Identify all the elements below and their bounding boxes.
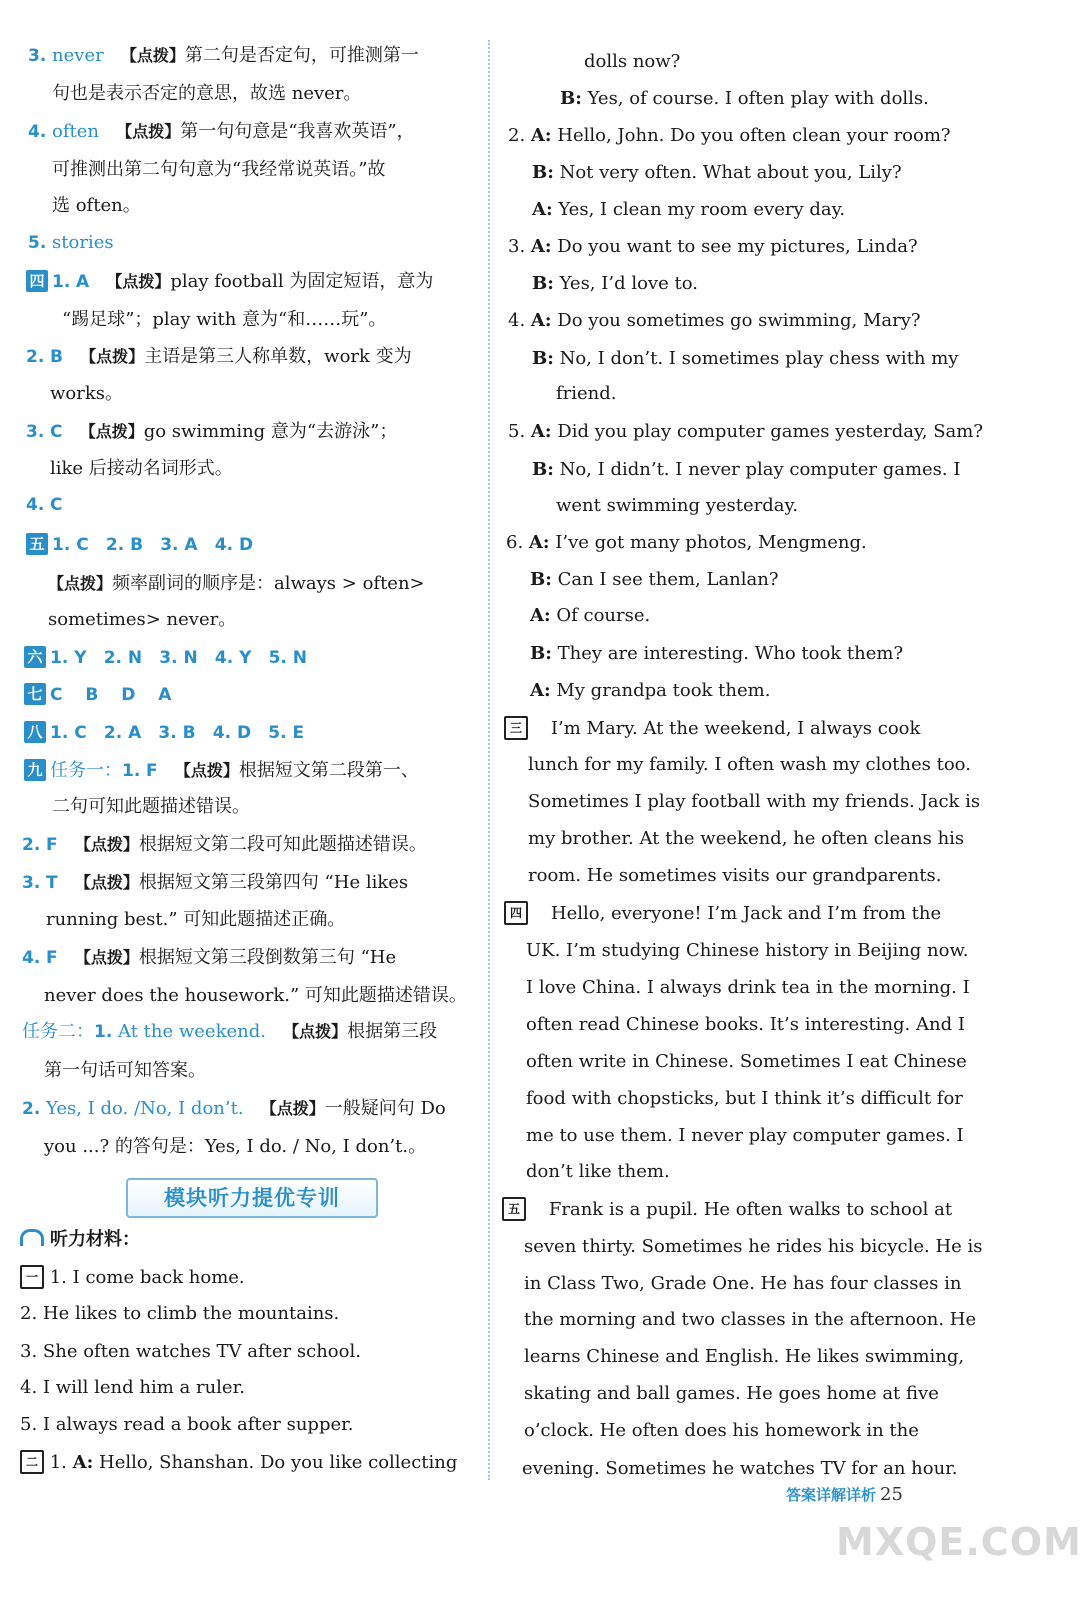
footer-label: 答案详解详析 xyxy=(786,1486,877,1504)
answer-line: 七 C B D A xyxy=(24,681,171,709)
script-line: 二 1. A: Hello, Shanshan. Do you like collecting xyxy=(20,1449,457,1477)
script-line: B: No, I didn’t. I never play computer games. I xyxy=(532,459,961,480)
answer-line: 九 任务一：1. F 【点拨】根据短文第二段第一、 xyxy=(24,757,419,785)
script-line: 5. I always read a book after supper. xyxy=(20,1414,354,1435)
answer-line: 八 1. C 2. A 3. B 4. D 5. E xyxy=(24,719,304,747)
answer-line: 2. F 【点拨】根据短文第二段可知此题描述错误。 xyxy=(22,834,427,855)
script-line: lunch for my family. I often wash my clothes too. xyxy=(528,754,971,775)
section-banner: 模块听力提优专训 xyxy=(126,1178,378,1218)
script-line: 6. A: I’ve got many photos, Mengmeng. xyxy=(506,532,867,553)
script-line: I love China. I always drink tea in the morning. I xyxy=(526,977,970,998)
script-line: B: Yes, of course. I often play with dolls. xyxy=(560,88,929,109)
script-line: o’clock. He often does his homework in the xyxy=(524,1420,919,1441)
section-box: 五 xyxy=(502,1197,526,1221)
script-line: 4. A: Do you sometimes go swimming, Mary? xyxy=(508,310,921,331)
answer-line: 5. stories xyxy=(28,232,114,253)
section-box: 一 xyxy=(20,1265,44,1289)
answer-line: 4. F 【点拨】根据短文第三段倒数第三句 “He xyxy=(22,947,397,968)
page-number: 25 xyxy=(880,1484,903,1505)
script-line: the morning and two classes in the afternoon. He xyxy=(524,1309,977,1330)
section-badge: 八 xyxy=(24,721,46,743)
script-line: 3. She often watches TV after school. xyxy=(20,1341,361,1362)
answer-line: 3. T 【点拨】根据短文第三段第四句 “He likes xyxy=(22,872,409,893)
script-line: B: Can I see them, Lanlan? xyxy=(530,569,779,590)
answer-line: 二句可知此题描述错误。 xyxy=(52,796,250,817)
script-line: 2. He likes to climb the mountains. xyxy=(20,1303,340,1324)
answer-line: 第一句话可知答案。 xyxy=(44,1060,206,1081)
answer-line: 选 often。 xyxy=(52,195,141,216)
watermark: MXQE.COM xyxy=(836,1520,1082,1564)
listening-heading: 听力材料： xyxy=(20,1226,140,1254)
answer-line: 四 1. A 【点拨】play football 为固定短语，意为 xyxy=(26,268,433,296)
script-line: B: Not very often. What about you, Lily? xyxy=(532,162,902,183)
section-badge: 六 xyxy=(24,646,46,668)
page-footer xyxy=(786,1484,903,1505)
answer-line: 任务二：1. At the weekend. 【点拨】根据第三段 xyxy=(22,1021,438,1042)
answer-line: 可推测出第二句句意为“我经常说英语。”故 xyxy=(52,159,386,180)
answer-line: you ...? 的答句是：Yes, I do. / No, I don’t.。 xyxy=(44,1136,427,1157)
section-box: 四 xyxy=(504,901,528,925)
script-line: A: Yes, I clean my room every day. xyxy=(532,199,846,220)
script-line: A: My grandpa took them. xyxy=(530,680,771,701)
script-line: food with chopsticks, but I think it’s difficult for xyxy=(526,1088,963,1109)
answer-line: “踢足球”；play with 意为“和……玩”。 xyxy=(62,309,387,330)
answer-line: 4. often 【点拨】第一句句意是“我喜欢英语”， xyxy=(28,121,415,142)
answer-line: 2. Yes, I do. /No, I don’t. 【点拨】一般疑问句 Do xyxy=(22,1098,446,1119)
section-badge: 五 xyxy=(26,533,48,555)
section-badge: 九 xyxy=(24,759,46,781)
script-line: Sometimes I play football with my friends. Jack is xyxy=(528,791,981,812)
script-line: room. He sometimes visits our grandparents. xyxy=(528,865,942,886)
section-box: 二 xyxy=(20,1450,44,1474)
answer-line: like 后接动名词形式。 xyxy=(50,458,233,479)
script-line: 四 Hello, everyone! I’m Jack and I’m from the xyxy=(504,900,941,928)
script-line: UK. I’m studying Chinese history in Beijing now. xyxy=(526,940,969,961)
headphones-icon xyxy=(20,1229,44,1246)
answer-line: 六 1. Y 2. N 3. N 4. Y 5. N xyxy=(24,644,307,672)
script-line: B: They are interesting. Who took them? xyxy=(530,643,904,664)
answer-line: running best.” 可知此题描述正确。 xyxy=(46,909,346,930)
answer-line: 五 1. C 2. B 3. A 4. D xyxy=(26,531,253,559)
answer-line: never does the housework.” 可知此题描述错误。 xyxy=(44,985,467,1006)
answer-line: 4. C xyxy=(26,495,63,515)
section-badge: 四 xyxy=(26,270,48,292)
script-line: don’t like them. xyxy=(526,1161,670,1182)
script-line: 五 Frank is a pupil. He often walks to school at xyxy=(502,1196,952,1224)
script-line: in Class Two, Grade One. He has four classes in xyxy=(524,1273,962,1294)
script-line: A: Of course. xyxy=(530,605,651,626)
column-divider xyxy=(488,40,490,1480)
answer-line: 3. C 【点拨】go swimming 意为“去游泳”； xyxy=(26,421,398,442)
answer-line: 2. B 【点拨】主语是第三人称单数，work 变为 xyxy=(26,346,412,367)
answer-line: works。 xyxy=(50,383,123,404)
script-line: B: No, I don’t. I sometimes play chess with my xyxy=(532,348,959,369)
script-line: 4. I will lend him a ruler. xyxy=(20,1377,245,1398)
script-line: often write in Chinese. Sometimes I eat Chinese xyxy=(526,1051,967,1072)
script-line: often read Chinese books. It’s interesting. And I xyxy=(526,1014,965,1035)
script-line: 3. A: Do you want to see my pictures, Linda? xyxy=(508,236,918,257)
script-line: seven thirty. Sometimes he rides his bicycle. He is xyxy=(524,1236,983,1257)
script-line: my brother. At the weekend, he often cleans his xyxy=(528,828,965,849)
script-line: friend. xyxy=(556,383,617,404)
script-line: skating and ball games. He goes home at five xyxy=(524,1383,939,1404)
script-line: learns Chinese and English. He likes swimming, xyxy=(524,1346,965,1367)
section-badge: 七 xyxy=(24,683,46,705)
script-line: 5. A: Did you play computer games yesterday, Sam? xyxy=(508,421,983,442)
answer-line: 3. never 【点拨】第二句是否定句，可推测第一 xyxy=(28,45,419,66)
script-line: 三 I’m Mary. At the weekend, I always cook xyxy=(504,715,920,743)
script-line: me to use them. I never play computer games. I xyxy=(526,1125,964,1146)
script-line: B: Yes, I’d love to. xyxy=(532,273,698,294)
script-line: dolls now? xyxy=(584,51,681,72)
answer-line: 【点拨】频率副词的顺序是：always > often> xyxy=(48,573,425,594)
answer-line: sometimes> never。 xyxy=(48,609,237,630)
script-line: 2. A: Hello, John. Do you often clean your room? xyxy=(508,125,951,146)
section-box: 三 xyxy=(504,716,528,740)
script-line: 一 1. I come back home. xyxy=(20,1264,245,1292)
answer-line: 句也是表示否定的意思，故选 never。 xyxy=(52,83,362,104)
script-line: went swimming yesterday. xyxy=(556,495,799,516)
script-line: evening. Sometimes he watches TV for an hour. xyxy=(522,1458,958,1479)
